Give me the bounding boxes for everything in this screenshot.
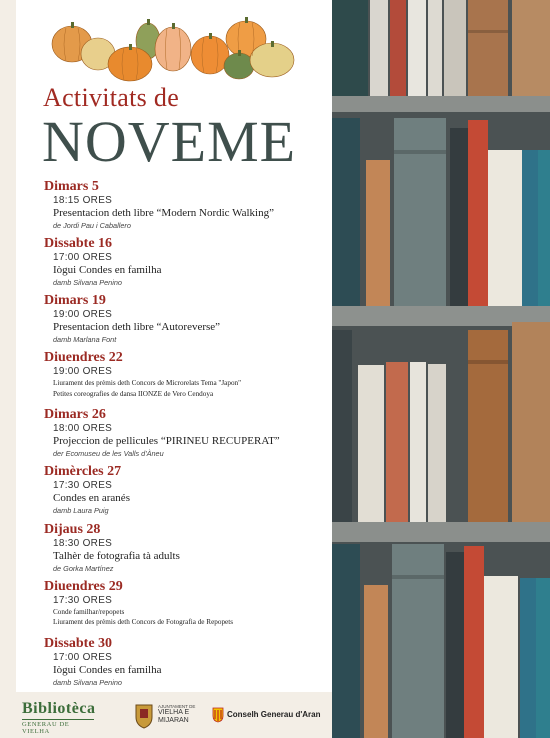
biblioteca-logo [22,700,96,735]
event-item [44,578,334,635]
event-item [44,635,334,692]
ajuntament-logo [158,704,218,725]
pumpkins-illustration [40,8,310,86]
event-time: 17:00 ORES [53,252,113,264]
event-item [44,463,334,520]
biblioteca-logo-sub: GENERAU DE VIELHA [22,719,94,735]
event-day: Dijaus 28 [44,521,101,537]
event-host: damb Silvana Penino [53,677,122,687]
event-day: Dissabte 30 [44,635,113,651]
title-month: NOVEME [42,109,297,174]
biblioteca-logo-name: Bibliotèca [22,700,96,717]
event-time: 18:15 ORES [53,195,113,206]
event-host: der Ecomuseu de les Valls d'Àneu [53,449,164,459]
event-item [44,235,334,292]
event-activity: Presentacion deth libre “Autoreverse” [53,321,221,334]
event-host: damb Laura Puig [53,506,109,516]
event-time: 17:30 ORES [53,480,113,492]
event-item [44,178,334,235]
event-item [44,292,334,349]
event-day: Dimars 5 [44,179,99,194]
event-activity-second: Petites coreografies de dansa IIONZE de Vero Cendoya [53,389,214,398]
event-activity: Iògui Condes en familha [53,663,162,676]
footer-logos [0,692,334,738]
event-activity: Talhèr de fotografia tà adults [53,549,180,562]
event-time: 19:00 ORES [53,366,113,378]
event-item [44,349,334,406]
event-time: 17:00 ORES [53,651,113,663]
conselh-logo-text: Conselh Generau d'Aran [227,710,321,719]
event-activity: Conde familhar/repopets [53,607,125,616]
event-activity: Iògui Condes en familha [53,264,162,277]
event-host: de Jordi Pau i Caballero [53,221,131,230]
event-host: damb Marlana Font [53,335,117,345]
bookshelf-photo [332,0,550,738]
ajuntament-name: VIELHA E MIJARAN [158,709,190,724]
event-activity-second: Liurament des prèmis deth Concors de Fotografia de Repopets [53,618,234,627]
event-time: 17:30 ORES [53,594,113,606]
event-day: Dissabte 16 [44,236,113,252]
event-activity: Presentacion deth libre “Modern Nordic Walking” [53,207,274,219]
event-item [44,406,334,463]
event-activity: Liurament des prèmis deth Concors de Microrelats Tema "Japon" [53,379,242,388]
event-day: Diuendres 22 [44,350,123,366]
event-host: damb Silvana Penino [53,278,122,288]
event-item [44,521,334,578]
ajuntament-shield-icon [134,703,154,729]
event-time: 18:00 ORES [53,423,113,435]
event-day: Dimèrcles 27 [44,464,122,480]
conselh-emblem-icon [212,707,224,723]
event-host: de Gorka Martínez [53,563,114,573]
event-day: Diuendres 29 [44,578,123,594]
event-activity: Condes en aranés [53,492,130,505]
ajuntament-small: AJUNTAMENT DE [158,704,196,709]
event-day: Dimars 26 [44,407,106,423]
bookshelf-illustration [332,0,550,738]
event-time: 18:30 ORES [53,537,113,549]
title-activitats: Activitats de [43,83,180,112]
event-activity: Projeccion de pellicules “PIRINEU RECUPERAT” [53,435,280,448]
event-day: Dimars 19 [44,293,106,309]
event-time: 19:00 ORES [53,309,113,321]
events-list [44,178,334,692]
